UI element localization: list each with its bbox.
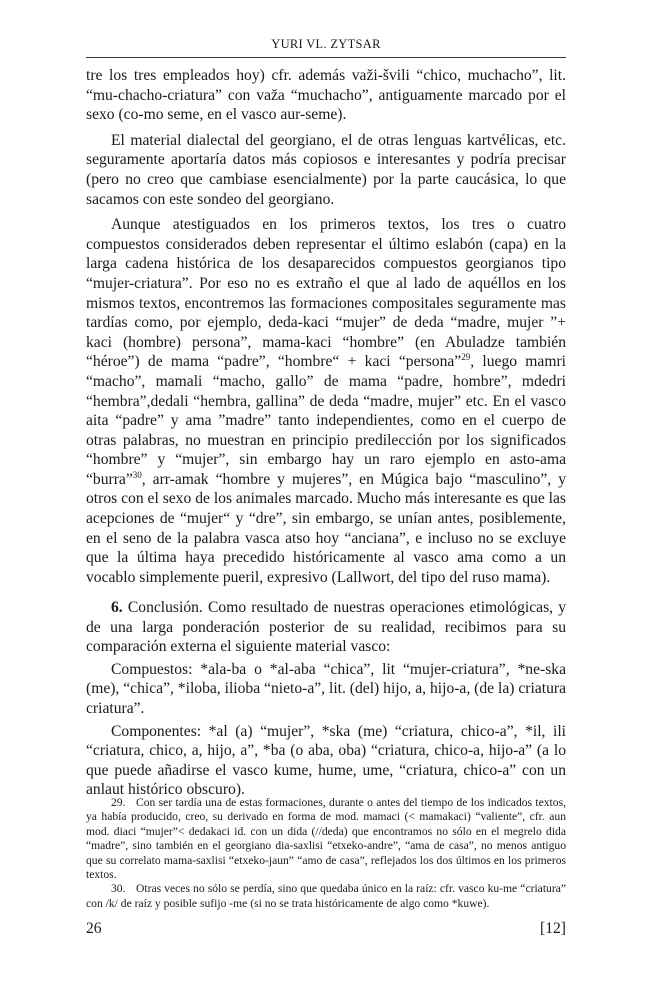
footnotes xyxy=(86,796,566,911)
footnote-text: Con ser tardía una de estas formaciones, durante o antes del tiempo de los indicados textos, ya había producido, creo, su derivado en forma de mod. mamaci (< mamakaci) “valiente”, cfr. aun mod. diaci “mujer”< dedakaci id. con un dida (//deda) que encontramos no sólo en el megrelo dida “madre”, sino también en el georgiano dia-saxlisi “etxeko-andre”, “ama de casa”, no menos antiguo que su correlato mama-saxlisi “etxeko-jaun” “amo de casa”, reflejados los dos últimos en los primeros textos. xyxy=(86,796,566,882)
text-segment: Conclusión. Como resultado de nuestras operaciones etimológicas, y de una larga ponderación posterior de su realidad, recibimos para su comparación externa el siguiente material vasco: xyxy=(86,599,567,656)
paragraph-compounds-discussion xyxy=(86,215,566,587)
text-segment: , luego mamri “macho”, mamali “macho, gallo” de mama “padre, hombre”, mdedri “hembra”,dedali “hembra, gallina” de deda “madre, mujer” etc. En el vasco aita “padre” y ama ”madre” tanto independientes, como en el cuerpo de otras palabras, no muestran en principio predilección por los significados “hombre” y “mujer”, sin embargo hay un raro ejemplo en asto-ama “burra” xyxy=(86,353,566,488)
paragraph-continuation: tre los tres empleados hoy) cfr. además važi-švili “chico, muchacho”, lit. “mu-chacho-criatura” con važa “muchacho”, antiguamente marcado por el sexo (co-mo seme, en el vasco aur-seme). xyxy=(86,67,566,124)
paragraph-compuestos: Compuestos: *ala-ba o *al-aba “chica”, lit “mujer-criatura”, *ne-ska (me), “chica”, *iloba, ilioba “nieto-a”, lit. (del) hijo, a, hijo-a, (de la) criatura criatura”. xyxy=(86,660,566,717)
section-number: 6. xyxy=(111,599,123,616)
original-page-number: [12] xyxy=(540,920,566,937)
footnote-ref-30[interactable]: 30 xyxy=(132,469,142,480)
page-number: 26 xyxy=(86,920,102,937)
footnote-number: 29. xyxy=(111,796,126,809)
text-segment: Aunque atestiguados en los primeros textos, los tres o cuatro compuestos considerados deben representar el último eslabón (capa) en la larga cadena histórica de los desaparecidos compuestos georgianos tipo “mujer-criatura”. Por eso no es extraño el que al lado de aquéllos en los mismos textos, encontremos las formaciones compositales seguramente mas tardías como, por ejemplo, deda-kaci “mujer” de deda “madre, mujer ”+ kaci (hombre) persona”, mama-kaci “hombre” (en Abuladze también “héroe”) de mama “padre”, “hombre“ + kaci “persona” xyxy=(86,216,566,371)
footnote-text: Otras veces no sólo se perdía, sino que quedaba único en la raíz: cfr. vasco ku-me “criatura” con /k/ de raíz y posible sufijo -me (si no se trata históricamente de algo como *kuwe). xyxy=(86,882,566,910)
running-head: YURI VL. ZYTSAR xyxy=(271,37,381,51)
paragraph-dialectal: El material dialectal del georgiano, el de otras lenguas kartvélicas, etc. seguramente aportaría datos más copiosos e interesantes y podría precisar (pero no creo que cambiase esencialmente) por la parte caucásica, lo que sacamos con este sondeo del georgiano. xyxy=(86,131,566,208)
footnote-ref-29[interactable]: 29 xyxy=(461,352,471,363)
footnote-number: 30. xyxy=(111,882,126,896)
footnote-30 xyxy=(86,882,566,911)
paragraph-conclusion xyxy=(86,598,566,657)
footnote-29 xyxy=(86,796,566,882)
main-text-block-2 xyxy=(86,598,566,800)
paragraph-componentes: Componentes: *al (a) “mujer”, *ska (me) “criatura, chico-a”, *il, ili “criatura, chico, a, hijo, a”, *ba (o aba, oba) “criatura, chico-a, hijo-a” (a lo que puede añadirse el vasco kume, hume, ume, “criatura, chico-a” con un anlaut histórico obscuro). xyxy=(86,722,566,799)
header-rule xyxy=(86,57,566,58)
text-segment: , arr-amak “hombre y mujeres”, en Múgica bajo “masculino”, y otros con el sexo de los animales marcado. Mucho más interesante es que las acepciones de “mujer“ y “dre”, sin embargo, se unían antes, posiblemente, en el seno de la palabra vasca atso hoy “anciana”, e incluso no se excluye que la última haya precedido históricamente al vasco ama como a un vocablo simplemente pueril, expresivo (Lallwort, del tipo del ruso mama). xyxy=(86,470,566,586)
main-text-block-1 xyxy=(86,66,566,587)
